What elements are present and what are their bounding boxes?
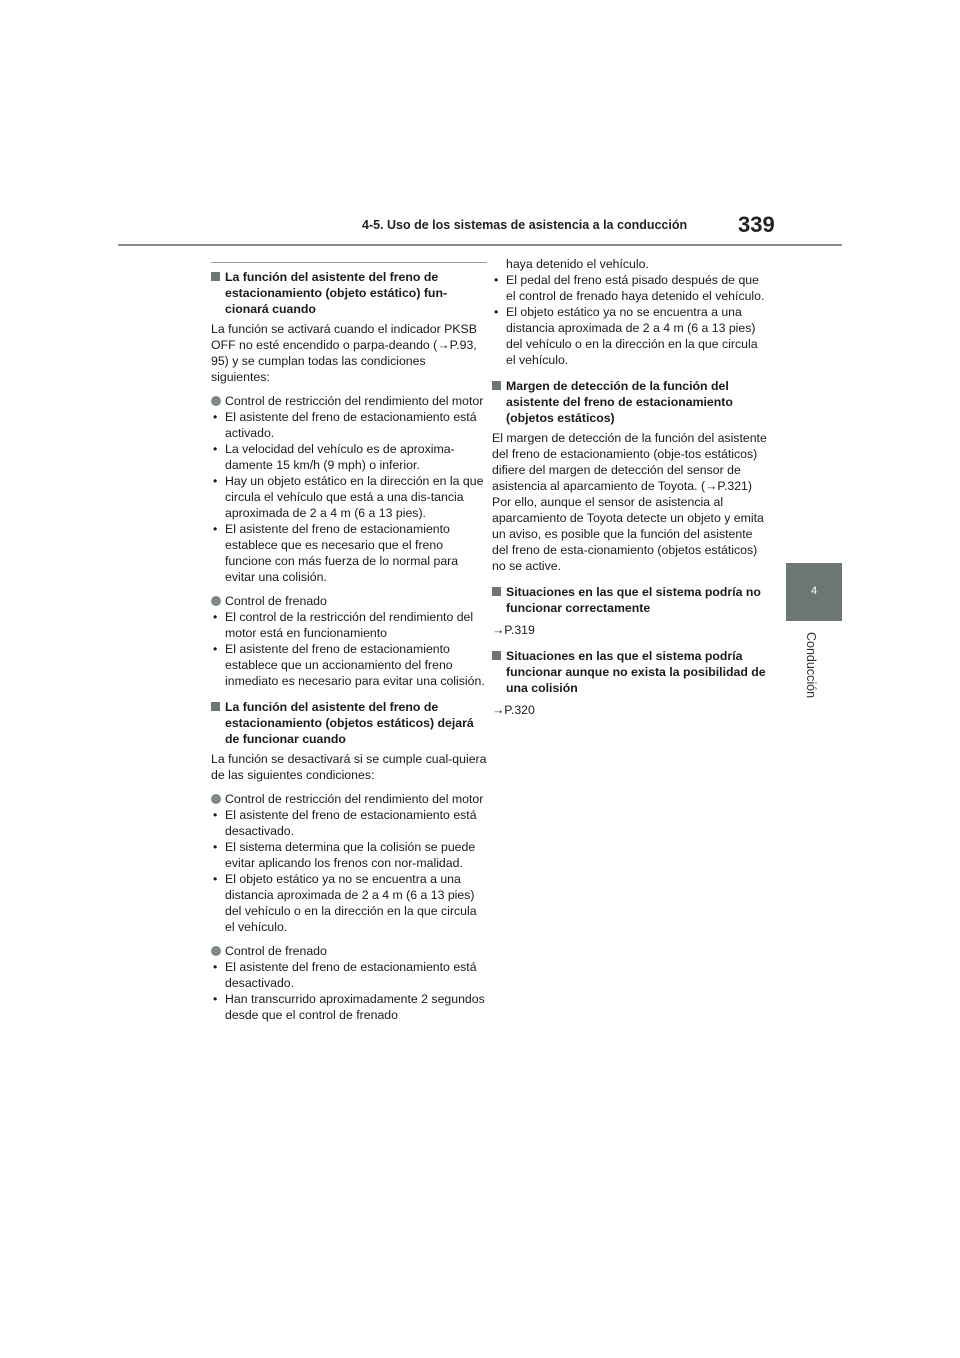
list-item: • El objeto estático ya no se encuentra a una distancia aproximada de 2 a 4 m (6 a 13 pies) del vehículo o en la dirección en la que circula el vehículo. <box>213 872 477 934</box>
circle-bullet-icon <box>211 946 221 956</box>
list-item: • El sistema determina que la colisión se puede evitar aplicando los frenos con nor-malidad. <box>213 840 476 870</box>
list-item: • El asistente del freno de estacionamiento está desactivado. <box>213 960 477 990</box>
square-bullet-icon <box>492 587 501 596</box>
chapter-tab[interactable] <box>786 563 842 621</box>
list-item: • El asistente del freno de estacionamiento establece que es necesario que el freno funcione con más fuerza de lo normal para evitar una colisión. <box>213 522 459 584</box>
circle-item: Control de restricción del rendimiento del motor <box>211 791 487 807</box>
circle-bullet-icon <box>211 596 221 606</box>
continued-text: haya detenido el vehículo. <box>506 257 649 271</box>
section-heading: Situaciones en las que el sistema podría funcionar aunque no exista la posibilidad de una colisión <box>492 648 768 696</box>
section-title: 4-5. Uso de los sistemas de asistencia a la conducción <box>362 218 688 232</box>
paragraph: La función se desactivará si se cumple cual-quiera de las siguientes condiciones: <box>211 752 487 782</box>
circle-bullet-icon <box>211 794 221 804</box>
chapter-number: 4 <box>810 585 818 597</box>
paragraph: La función se activará cuando el indicador PKSB OFF no esté encendido o parpa-deando (→P.93, 95) y se cumplan todas las condiciones siguientes: <box>211 322 477 384</box>
list-item: • La velocidad del vehículo es de aproxima-damente 15 km/h (9 mph) o inferior. <box>213 442 455 472</box>
header-rule <box>118 244 842 246</box>
square-bullet-icon <box>211 702 220 711</box>
left-column <box>211 262 487 1023</box>
section-heading: La función del asistente del freno de estacionamiento (objeto estático) fun-cionará cuando <box>211 269 487 317</box>
circle-bullet-icon <box>211 396 221 406</box>
list-item: • El objeto estático ya no se encuentra a una distancia aproximada de 2 a 4 m (6 a 13 pies) del vehículo o en la dirección en la que circula el vehículo. <box>494 305 758 367</box>
paragraph: El margen de detección de la función del asistente del freno de estacionamiento (obje-tos estáticos) difiere del margen de detección del sensor de asistencia al aparcamiento de Toyota. (→P.321) Por ello, aunque el sensor de asistencia al aparcamiento de Toyota detecte un objeto y emita un aviso, es posible que la función del asistente del freno de esta-cionamiento (objetos estáticos) no se active. <box>492 431 767 573</box>
circle-item: Control de restricción del rendimiento del motor <box>211 393 487 409</box>
page-reference-link[interactable]: →P.320 <box>492 703 535 717</box>
right-column <box>492 256 768 728</box>
list-item: • El asistente del freno de estacionamiento está desactivado. <box>213 808 477 838</box>
section-heading: La función del asistente del freno de estacionamiento (objetos estáticos) dejará de funcionar cuando <box>211 699 487 747</box>
page-reference-link[interactable]: →P.319 <box>492 623 535 637</box>
square-bullet-icon <box>492 381 501 390</box>
circle-item: Control de frenado <box>211 943 487 959</box>
list-item: • El control de la restricción del rendimiento del motor está en funcionamiento <box>213 610 474 640</box>
list-item: • El pedal del freno está pisado después de que el control de frenado haya detenido el vehículo. <box>494 273 765 303</box>
list-item: • El asistente del freno de estacionamiento establece que un accionamiento del freno inmediato es necesario para evitar una colisión. <box>213 642 485 688</box>
square-bullet-icon <box>211 272 220 281</box>
section-heading: Margen de detección de la función del asistente del freno de estacionamiento (objetos estáticos) <box>492 378 768 426</box>
square-bullet-icon <box>492 651 501 660</box>
chapter-label: Conducción <box>804 632 818 699</box>
circle-item: Control de frenado <box>211 593 487 609</box>
column-rule <box>211 262 487 263</box>
page-number: 339 <box>738 212 775 237</box>
list-item: • Hay un objeto estático en la dirección en la que circula el vehículo que está a una dis-tancia aproximada de 2 a 4 m (6 a 13 pies). <box>213 474 484 520</box>
list-item: • Han transcurrido aproximadamente 2 segundos desde que el control de frenado <box>213 992 485 1022</box>
section-heading: Situaciones en las que el sistema podría no funcionar correctamente <box>492 584 768 616</box>
list-item: • El asistente del freno de estacionamiento está activado. <box>213 410 477 440</box>
